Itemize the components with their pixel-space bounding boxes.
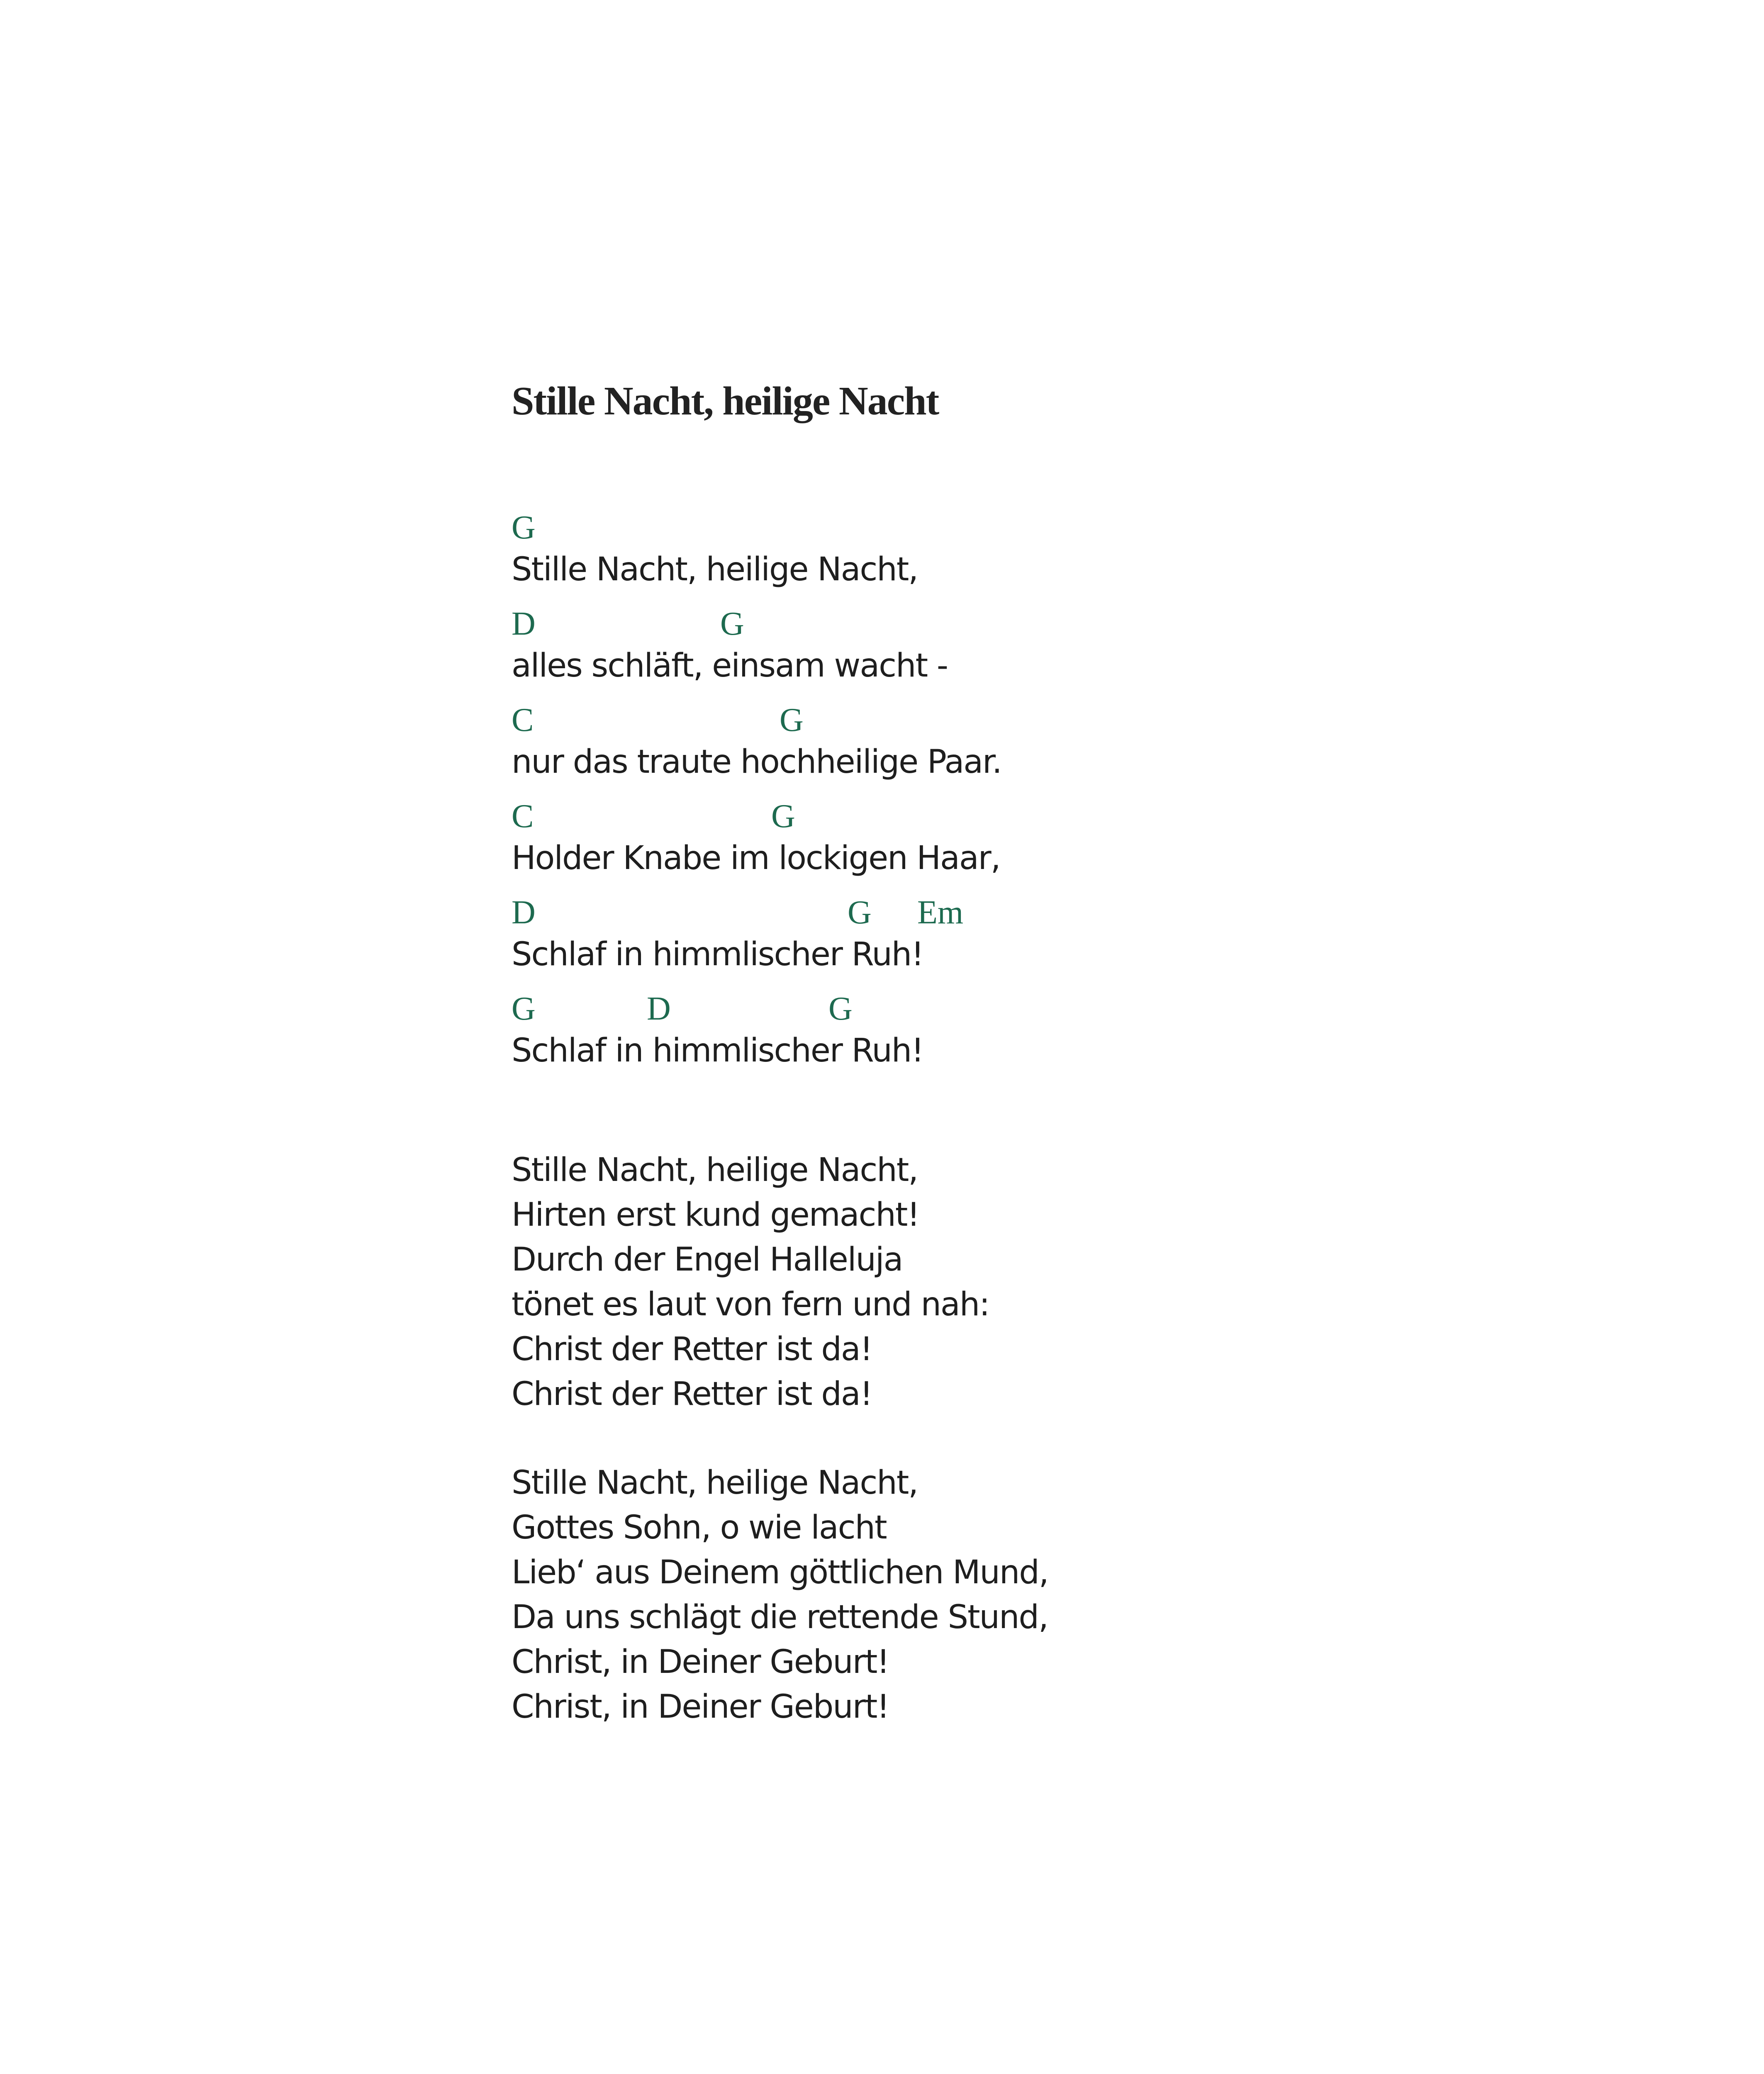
chord: G (828, 991, 853, 1027)
lyric-line: Stille Nacht, heilige Nacht, (512, 551, 918, 588)
chord-line (512, 704, 1092, 741)
chord: D (512, 606, 536, 642)
chord: G (720, 606, 744, 642)
lyric-line: Stille Nacht, heilige Nacht, (512, 1151, 918, 1189)
chord: G (848, 894, 872, 931)
lyric-line: nur das traute hochheilige Paar. (512, 743, 1001, 781)
lyric-line: Lieb‘ aus Deinem göttlichen Mund, (512, 1554, 1048, 1591)
lyric-line: Holder Knabe im lockigen Haar, (512, 840, 1000, 877)
lyric-line: Christ der Retter ist da! (512, 1331, 872, 1368)
chord: G (512, 991, 536, 1027)
chord: G (780, 702, 804, 738)
lyric-line: Schlaf in himmlischer Ruh! (512, 936, 923, 973)
chord-line (512, 511, 1092, 548)
chord: Em (917, 894, 964, 931)
chord-line (512, 992, 1092, 1030)
lyric-line: Da uns schlägt die rettende Stund, (512, 1599, 1048, 1636)
lyric-line: Stille Nacht, heilige Nacht, (512, 1464, 918, 1502)
chord-line (512, 896, 1092, 933)
lyric-line: Christ, in Deiner Geburt! (512, 1643, 889, 1681)
chord: D (647, 991, 671, 1027)
lyric-line: Christ, in Deiner Geburt! (512, 1688, 889, 1726)
lyric-line: Durch der Engel Halleluja (512, 1241, 903, 1278)
chord-line (512, 607, 1092, 645)
chord-line (512, 800, 1092, 837)
lyric-line: Schlaf in himmlischer Ruh! (512, 1032, 923, 1069)
lyric-line: Hirten erst kund gemacht! (512, 1196, 919, 1234)
chord: D (512, 894, 536, 931)
chord: C (512, 798, 534, 835)
lyric-line: Gottes Sohn, o wie lacht (512, 1509, 887, 1546)
lyric-line: tönet es laut von fern und nah: (512, 1286, 989, 1323)
lyric-line: alles schläft, einsam wacht - (512, 647, 948, 684)
chord: C (512, 702, 534, 738)
chord: G (771, 798, 795, 835)
lyric-line: Christ der Retter ist da! (512, 1375, 872, 1413)
song-title: Stille Nacht, heilige Nacht (512, 379, 939, 424)
chord: G (512, 509, 536, 546)
